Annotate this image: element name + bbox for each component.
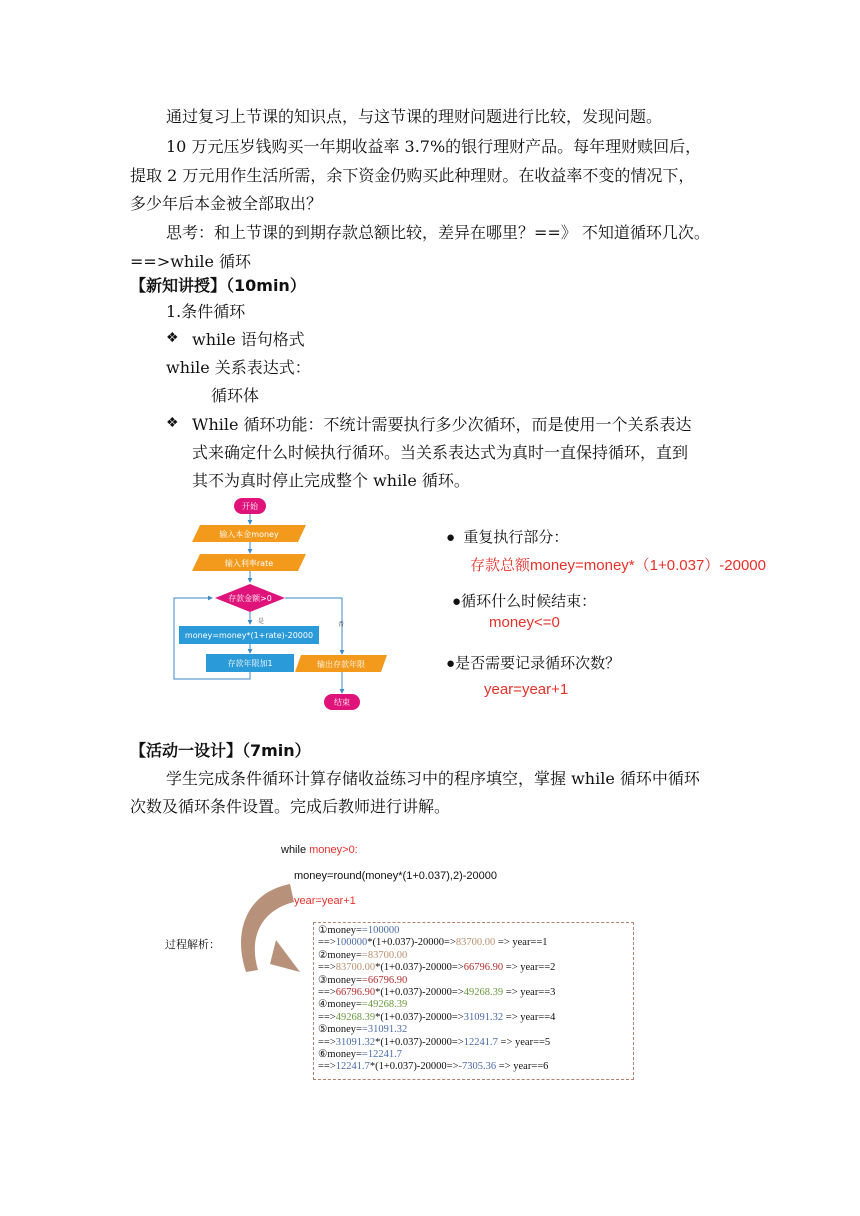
trace-line: ==>83700.00*(1+0.037)-20000=>66796.90 => year==2 (318, 962, 556, 974)
bullet-while-function-1: While 循环功能：不统计需要执行多少次循环，而是使用一个关系表达 (192, 415, 692, 434)
activity-line-2: 次数及循环条件设置。完成后教师进行讲解。 (130, 797, 451, 816)
code-while-line: while money>0: (281, 844, 358, 856)
intro-line: 通过复习上节课的知识点，与这节课的理财问题进行比较，发现问题。 (166, 107, 663, 126)
trace-line: ④money==49268.39 (318, 999, 408, 1011)
problem-line-2: 提取 2 万元用作生活所需，余下资金仍购买此种理财。在收益率不变的情况下， (130, 166, 695, 185)
trace-line: ==>31091.32*(1+0.037)-20000=>12241.7 => year==5 (318, 1036, 551, 1048)
section-heading-activity: 【活动一设计】（7min） (130, 741, 311, 760)
while-loop-flowchart (172, 493, 392, 715)
trace-line: ②money==83700.00 (318, 949, 408, 961)
problem-line-1: 10 万元压岁钱购买一年期收益率 3.7%的银行理财产品。每年理财赎回后， (166, 137, 702, 156)
bullet-dot-icon: ● (446, 655, 456, 672)
diamond-bullet-icon: ❖ (166, 415, 179, 431)
flow-end-text: 结束 (334, 698, 350, 707)
think-line-2: ==>while 循环 (130, 252, 252, 271)
trace-line: ③money==66796.90 (318, 974, 408, 986)
trace-line: ⑥money==12241.7 (318, 1049, 402, 1061)
note-1-value: 存款总额money=money*（1+0.037）-20000 (470, 557, 766, 574)
process-analysis-label: 过程解析： (165, 939, 220, 951)
syntax-line-2: 循环体 (211, 386, 260, 405)
note-2-value: money<=0 (489, 614, 560, 631)
trace-line: ①money==100000 (318, 925, 400, 936)
trace-line: ⑤money==31091.32 (318, 1024, 408, 1036)
flow-input-rate-text: 输入利率rate (224, 559, 274, 568)
note-2-title: ●循环什么时候结束： (452, 593, 597, 610)
flow-condition-text: 存款金额>0 (228, 594, 272, 603)
flow-no-label: 否 (338, 621, 345, 628)
diamond-bullet-icon: ❖ (166, 330, 179, 346)
trace-line: ==>100000*(1+0.037)-20000=>83700.00 => year==1 (318, 937, 548, 949)
think-line-1: 思考：和上节课的到期存款总额比较，差异在哪里？==》 不知道循环几次。 (166, 223, 710, 242)
flow-calc-text: money=money*(1+rate)-20000 (184, 631, 314, 640)
bullet-while-function-2: 式来确定什么时候执行循环。当关系表达式为真时一直保持循环，直到 (192, 443, 689, 462)
trace-line: ==>66796.90*(1+0.037)-20000=>49268.39 => year==3 (318, 987, 556, 999)
trace-line: ==>12241.7*(1+0.037)-20000=>-7305.36 => year==6 (318, 1061, 549, 1073)
flow-output-text: 输出存款年限 (317, 660, 365, 669)
bullet-while-format: while 语句格式 (192, 330, 305, 349)
syntax-line-1: while 关系表达式： (166, 358, 311, 377)
bullet-dot-icon: ● (446, 529, 456, 546)
note-3-title: ●是否需要记录循环次数？ (446, 655, 621, 672)
note-1-title: ● 重复执行部分： (446, 529, 569, 546)
flow-yes-label: 是 (258, 618, 265, 625)
code-year-line: year=year+1 (294, 895, 356, 907)
curved-arrow-icon (228, 880, 318, 980)
problem-line-3: 多少年后本金被全部取出？ (130, 194, 323, 213)
trace-line: ==>49268.39*(1+0.037)-20000=>31091.32 => year==4 (318, 1011, 556, 1023)
flow-start-text: 开始 (242, 502, 258, 511)
section-heading-new-knowledge: 【新知讲授】（10min） (130, 276, 306, 295)
trace-box (313, 922, 634, 1080)
flow-increment-text: 存款年限加1 (227, 659, 273, 668)
subsection-title: 1.条件循环 (166, 302, 246, 321)
note-3-value: year=year+1 (484, 681, 569, 698)
activity-line-1: 学生完成条件循环计算存储收益练习中的程序填空，掌握 while 循环中循环 (166, 769, 700, 788)
bullet-while-function-3: 其不为真时停止完成整个 while 循环。 (192, 471, 470, 490)
bullet-dot-icon: ● (452, 593, 462, 610)
flow-input-money-text: 输入本金money (219, 530, 279, 539)
code-money-line: money=round(money*(1+0.037),2)-20000 (294, 870, 498, 882)
